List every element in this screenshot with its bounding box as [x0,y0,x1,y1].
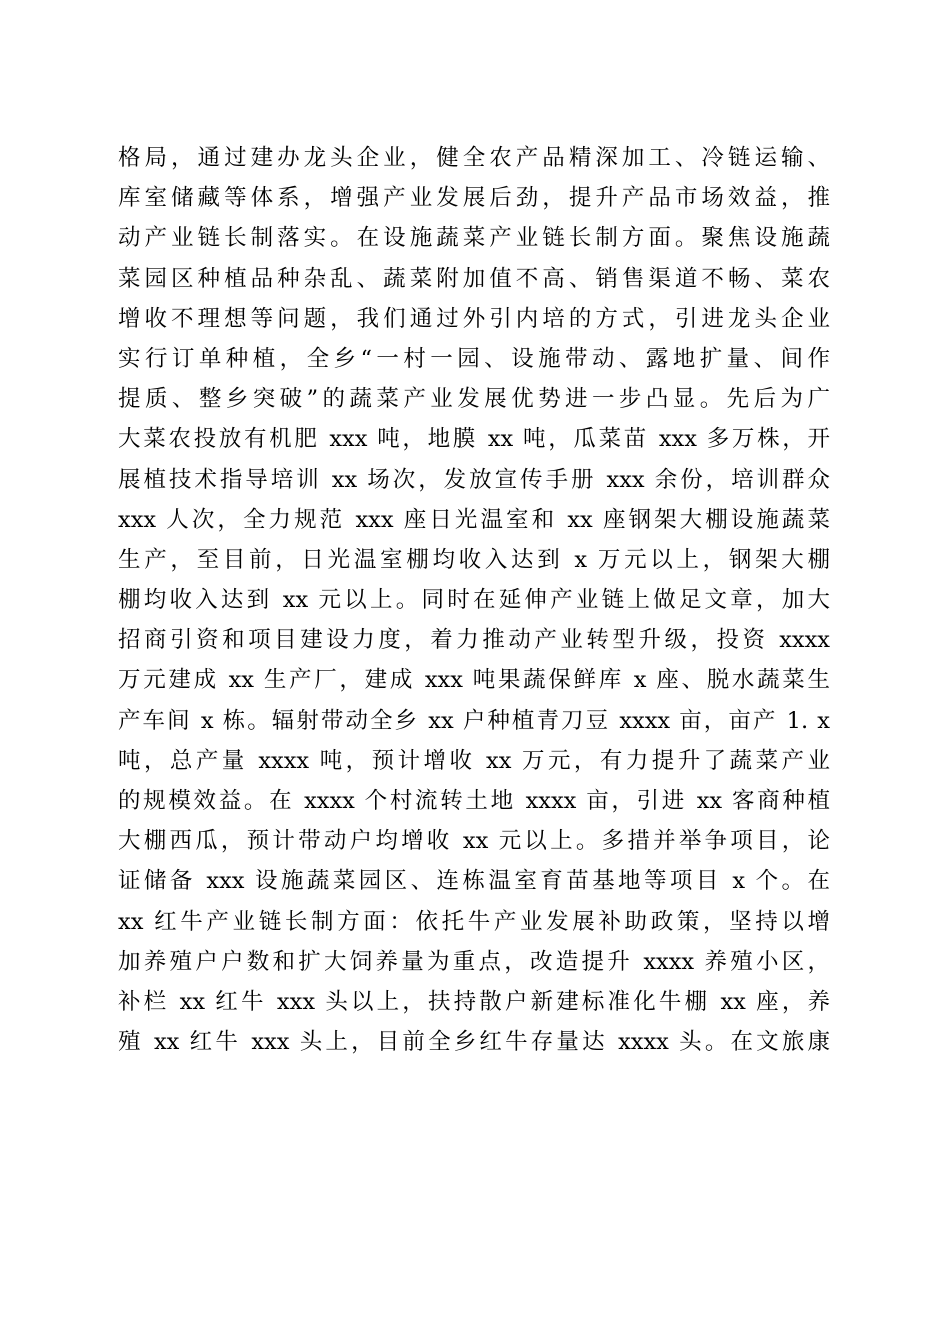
text-line-21: 加养殖户户数和扩大饲养量为重点，改造提升 xxxx 养殖小区， [118,948,830,975]
text-line-18: 大棚西瓜，预计带动户均增收 xx 元以上。多措并举争项目，论 [118,828,830,855]
text-line-13: 招商引资和项目建设力度，着力推动产业转型升级，投资 xxxx [118,627,830,654]
text-line-8: 大菜农投放有机肥 xxx 吨，地膜 xx 吨，瓜菜苗 xxx 多万株，开 [118,426,830,453]
text-line-11: 生产，至目前，日光温室棚均收入达到 x 万元以上，钢架大棚 [118,546,830,573]
text-line-12: 棚均收入达到 xx 元以上。同时在延伸产业链上做足文章，加大 [118,587,830,614]
text-line-4: 菜园区种植品种杂乱、蔬菜附加值不高、销售渠道不畅、菜农 [118,265,830,292]
text-line-16: 吨，总产量 xxxx 吨，预计增收 xx 万元，有力提升了蔬菜产业 [118,747,830,774]
text-line-15: 产车间 x 栋。辐射带动全乡 xx 户种植青刀豆 xxxx 亩，亩产 1. x [118,707,830,734]
text-line-17: 的规模效益。在 xxxx 个村流转土地 xxxx 亩，引进 xx 客商种植 [118,788,830,814]
body-paragraph [118,138,830,1062]
text-line-9: 展植技术指导培训 xx 场次，发放宣传手册 xxx 余份，培训群众 [118,466,830,493]
text-line-6: 实行订单种植，全乡“一村一园、设施带动、露地扩量、间作 [118,345,830,372]
text-line-3: 动产业链长制落实。在设施蔬菜产业链长制方面。聚焦设施蔬 [118,225,830,252]
text-line-7: 提质、整乡突破”的蔬菜产业发展优势进一步凸显。先后为广 [118,386,830,413]
text-line-1: 格局，通过建办龙头企业，健全农产品精深加工、冷链运输、 [118,145,830,171]
text-line-19: 证储备 xxx 设施蔬菜园区、连栋温室育苗基地等项目 x 个。在 [118,868,830,895]
text-line-5: 增收不理想等问题，我们通过外引内培的方式，引进龙头企业 [118,305,830,332]
text-line-22: 补栏 xx 红牛 xxx 头以上，扶持散户新建标准化牛棚 xx 座，养 [118,988,830,1015]
text-line-10: xxx 人次，全力规范 xxx 座日光温室和 xx 座钢架大棚设施蔬菜 [118,506,830,533]
text-line-20: xx 红牛产业链长制方面：依托牛产业发展补助政策，坚持以增 [118,908,830,935]
text-line-23: 殖 xx 红牛 xxx 头上，目前全乡红牛存量达 xxxx 头。在文旅康 [118,1029,830,1056]
text-line-2: 库室储藏等体系，增强产业发展后劲，提升产品市场效益，推 [118,185,830,212]
text-line-14: 万元建成 xx 生产厂，建成 xxx 吨果蔬保鲜库 x 座、脱水蔬菜生 [118,667,830,694]
